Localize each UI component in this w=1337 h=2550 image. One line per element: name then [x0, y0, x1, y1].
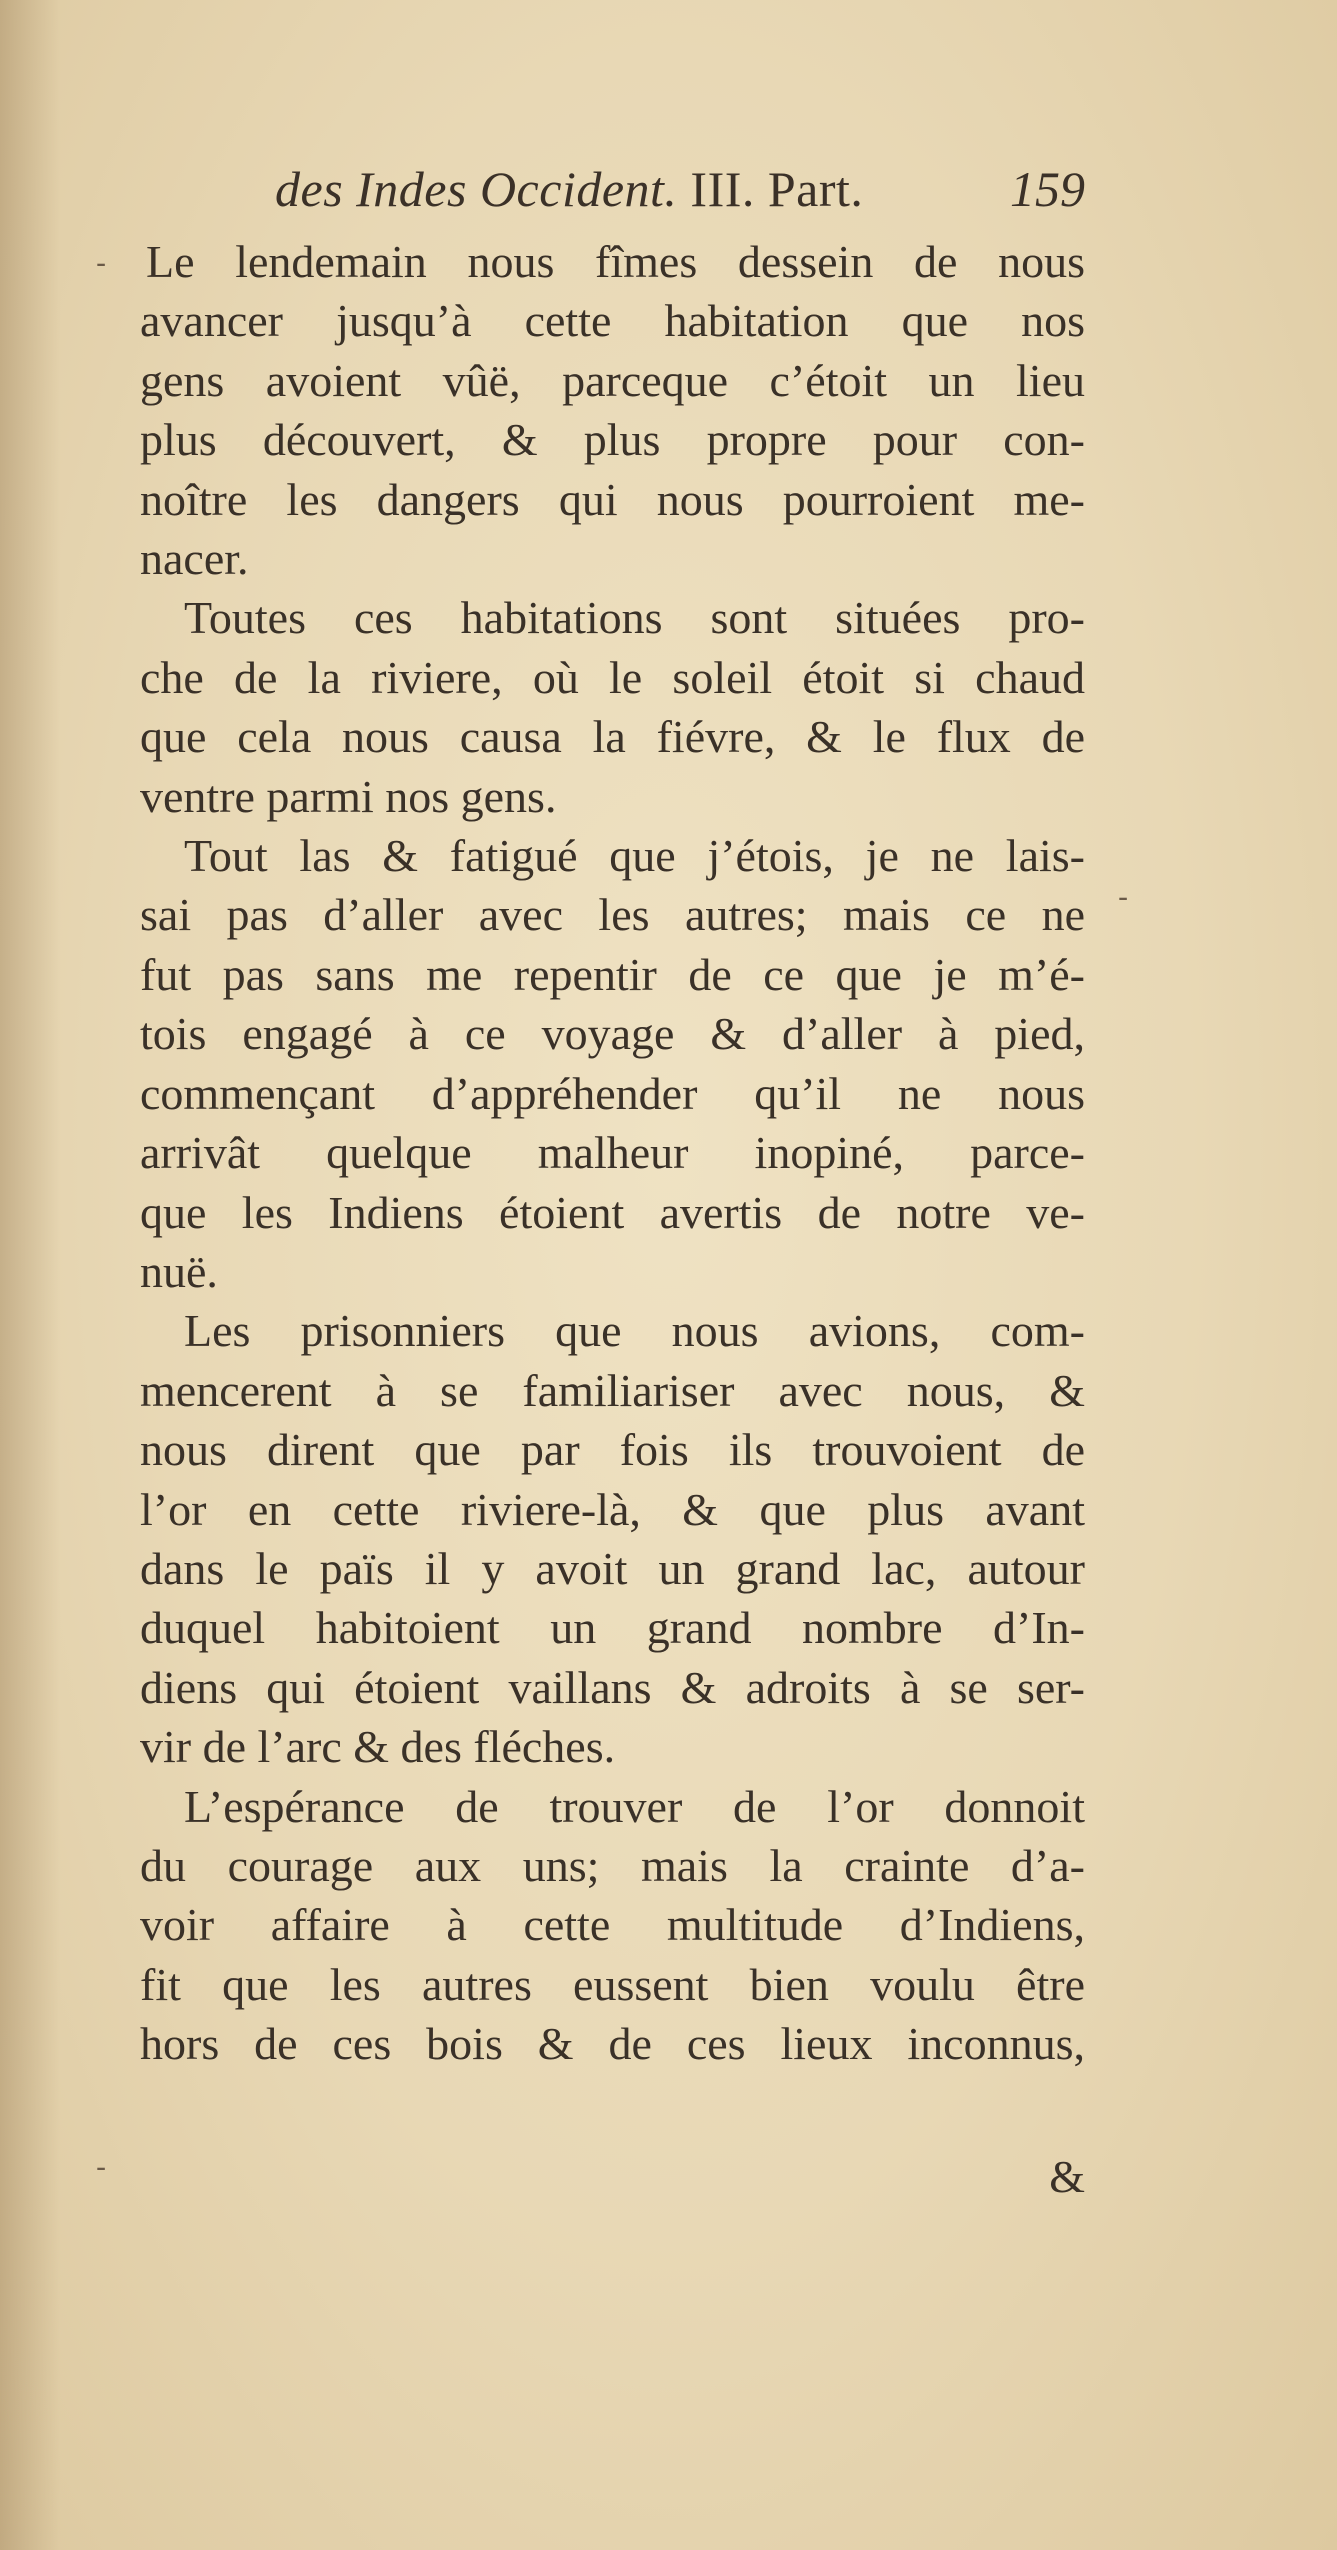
- text-line: che de la riviere, où le soleil étoit si chaud: [140, 651, 1085, 703]
- text-line: commençant d’appréhender qu’il ne nous: [140, 1067, 1085, 1119]
- text-line: fut pas sans me repentir de ce que je m’é-: [140, 948, 1085, 1000]
- margin-mark: -: [96, 2150, 107, 2185]
- text-line: Tout las & fatigué que j’étois, je ne lais-: [184, 830, 1085, 882]
- margin-mark: -: [1118, 880, 1129, 915]
- text-line: diens qui étoient vaillans & adroits à se ser-: [140, 1661, 1085, 1713]
- text-line: Les prisonniers que nous avions, com-: [184, 1305, 1085, 1357]
- running-head: [275, 160, 863, 218]
- text-line: gens avoient vûë, parceque c’étoit un lieu: [140, 354, 1085, 406]
- text-line: avancer jusqu’à cette habitation que nos: [140, 295, 1085, 347]
- paragraph: [140, 588, 1085, 826]
- text-line: nacer.: [140, 533, 249, 585]
- text-line: du courage aux uns; mais la crainte d’a-: [140, 1839, 1085, 1891]
- text-line: duquel habitoient un grand nombre d’In-: [140, 1602, 1085, 1654]
- text-line: tois engagé à ce voyage & d’aller à pied,: [140, 1008, 1085, 1060]
- text-line: que cela nous causa la fiévre, & le flux de: [140, 711, 1085, 763]
- text-line: hors de ces bois & de ces lieux inconnus,: [140, 2018, 1085, 2070]
- text-line: fit que les autres eussent bien voulu être: [140, 1958, 1085, 2010]
- text-line: sai pas d’aller avec les autres; mais ce ne: [140, 889, 1085, 941]
- paragraph: [140, 1777, 1085, 2074]
- paragraph: [140, 826, 1085, 1301]
- text-line: noître les dangers qui nous pourroient me-: [140, 473, 1085, 525]
- text-line: voir affaire à cette multitude d’Indiens,: [140, 1899, 1085, 1951]
- margin-mark: -: [96, 246, 107, 281]
- text-line: vir de l’arc & des fléches.: [140, 1721, 616, 1773]
- text-line: Le lendemain nous fîmes dessein de nous: [146, 236, 1085, 287]
- text-line: nuë.: [140, 1245, 218, 1297]
- text-line: Toutes ces habitations sont situées pro-: [184, 592, 1085, 644]
- text-line: L’espérance de trouver de l’or donnoit: [184, 1780, 1085, 1832]
- page-header: [275, 160, 1085, 230]
- gutter-shadow: [0, 0, 60, 2550]
- text-line: nous dirent que par fois ils trouvoient de: [140, 1424, 1085, 1476]
- body-text: [140, 232, 1085, 2074]
- paragraph: [140, 1301, 1085, 1776]
- paragraph: [140, 232, 1085, 588]
- catchword: &: [1049, 2151, 1085, 2202]
- text-line: dans le païs il y avoit un grand lac, autour: [140, 1542, 1085, 1594]
- page-number: 159: [1010, 161, 1085, 217]
- text-line: arrivât quelque malheur inopiné, parce-: [140, 1127, 1085, 1179]
- text-line: que les Indiens étoient avertis de notre ve-: [140, 1186, 1085, 1238]
- text-line: mencerent à se familiariser avec nous, &: [140, 1364, 1085, 1416]
- running-head-part: III. Part.: [677, 161, 864, 217]
- text-line: l’or en cette riviere-là, & que plus avant: [140, 1483, 1085, 1535]
- running-head-title: des Indes Occident.: [275, 161, 678, 217]
- text-line: plus découvert, & plus propre pour con-: [140, 414, 1085, 466]
- text-line: ventre parmi nos gens.: [140, 770, 557, 822]
